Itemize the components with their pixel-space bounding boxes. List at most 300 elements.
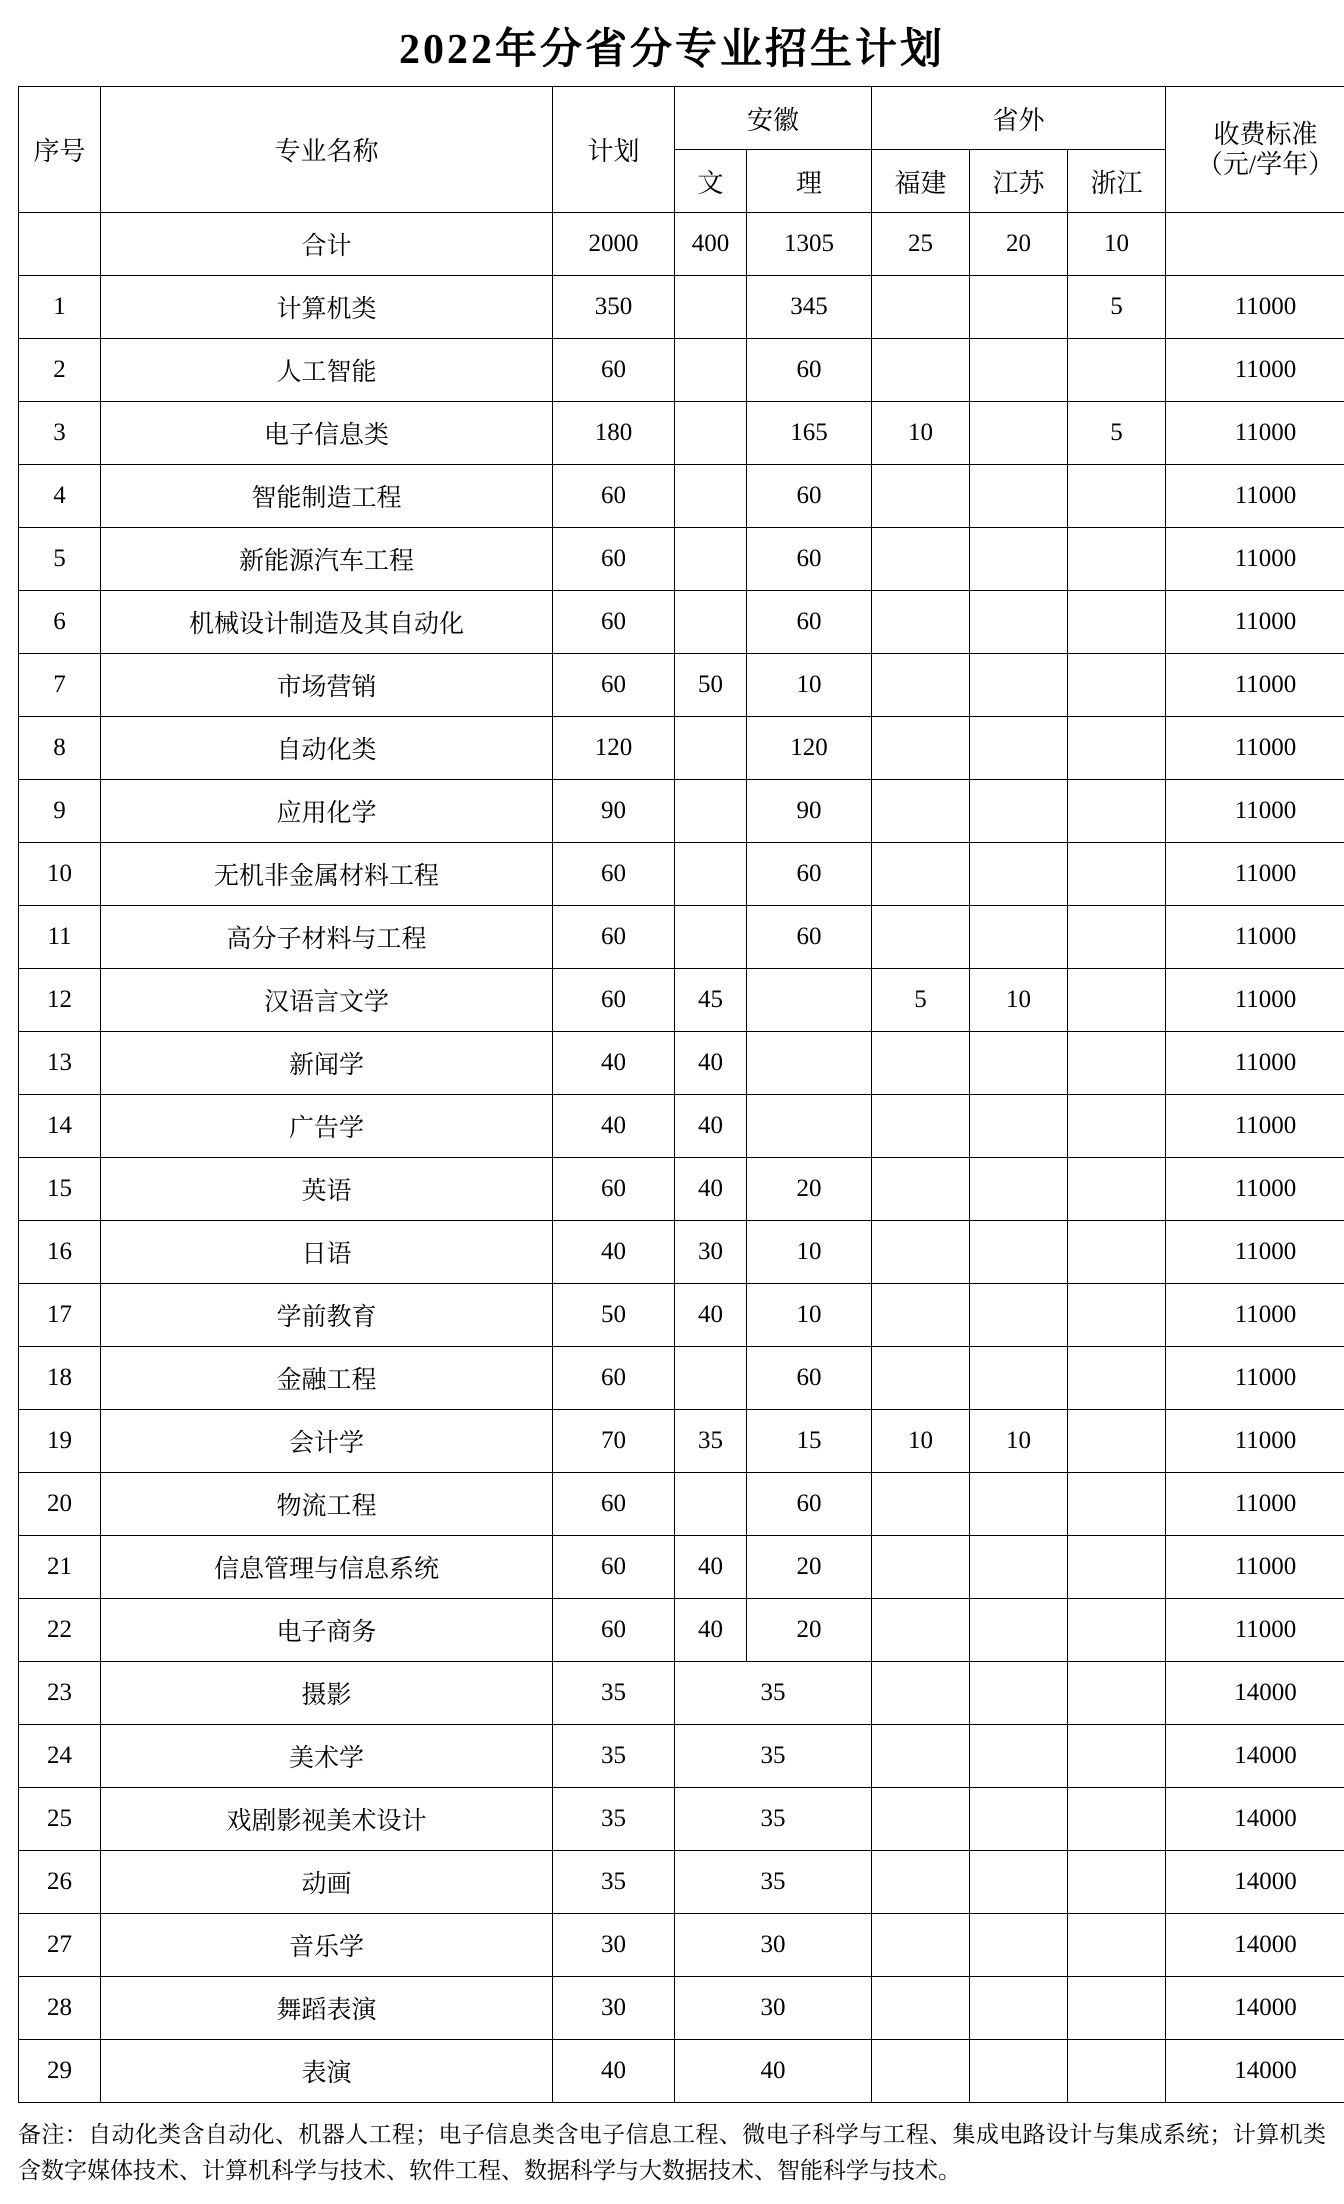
cell-jiangsu <box>970 1032 1068 1095</box>
cell-fee: 11000 <box>1166 1599 1344 1662</box>
cell-wen: 40 <box>675 1536 747 1599</box>
cell-major: 戏剧影视美术设计 <box>101 1788 553 1851</box>
cell-wen <box>675 843 747 906</box>
cell-jiangsu: 10 <box>970 1410 1068 1473</box>
cell-fee: 11000 <box>1166 402 1344 465</box>
cell-jiangsu <box>970 1851 1068 1914</box>
cell-zhejiang <box>1068 1221 1166 1284</box>
cell-fee: 11000 <box>1166 276 1344 339</box>
cell-wen: 400 <box>675 213 747 276</box>
cell-fujian: 5 <box>872 969 970 1032</box>
cell-fee: 14000 <box>1166 2040 1344 2103</box>
cell-fee: 11000 <box>1166 339 1344 402</box>
cell-fujian <box>872 528 970 591</box>
cell-fujian <box>872 1158 970 1221</box>
cell-major: 学前教育 <box>101 1284 553 1347</box>
cell-art: 35 <box>675 1851 872 1914</box>
cell-art: 30 <box>675 1977 872 2040</box>
cell-plan: 35 <box>553 1725 675 1788</box>
cell-jiangsu <box>970 1977 1068 2040</box>
cell-jiangsu <box>970 906 1068 969</box>
cell-zhejiang <box>1068 1788 1166 1851</box>
cell-no: 19 <box>19 1410 101 1473</box>
cell-no: 9 <box>19 780 101 843</box>
cell-plan: 60 <box>553 591 675 654</box>
cell-plan: 35 <box>553 1662 675 1725</box>
cell-fujian: 25 <box>872 213 970 276</box>
cell-jiangsu <box>970 1347 1068 1410</box>
table-row <box>19 780 1344 843</box>
cell-fee: 11000 <box>1166 1410 1344 1473</box>
cell-jiangsu <box>970 1914 1068 1977</box>
cell-zhejiang <box>1068 843 1166 906</box>
table-row <box>19 654 1344 717</box>
cell-plan: 60 <box>553 465 675 528</box>
cell-major: 计算机类 <box>101 276 553 339</box>
cell-wen <box>675 528 747 591</box>
cell-no: 25 <box>19 1788 101 1851</box>
cell-zhejiang <box>1068 528 1166 591</box>
cell-zhejiang <box>1068 1977 1166 2040</box>
table-row <box>19 402 1344 465</box>
table-row <box>19 1599 1344 1662</box>
cell-fee: 11000 <box>1166 1221 1344 1284</box>
table-row <box>19 276 1344 339</box>
cell-fujian <box>872 1536 970 1599</box>
cell-art: 35 <box>675 1725 872 1788</box>
cell-major: 电子信息类 <box>101 402 553 465</box>
cell-no: 18 <box>19 1347 101 1410</box>
table-row <box>19 1662 1344 1725</box>
cell-major: 广告学 <box>101 1095 553 1158</box>
cell-no: 22 <box>19 1599 101 1662</box>
cell-art: 35 <box>675 1662 872 1725</box>
cell-fujian <box>872 1788 970 1851</box>
cell-no: 7 <box>19 654 101 717</box>
cell-no: 11 <box>19 906 101 969</box>
cell-fujian <box>872 1977 970 2040</box>
table-row <box>19 969 1344 1032</box>
cell-major: 合计 <box>101 213 553 276</box>
header-fujian: 福建 <box>872 150 970 213</box>
cell-zhejiang: 5 <box>1068 402 1166 465</box>
cell-zhejiang <box>1068 1032 1166 1095</box>
cell-wen <box>675 402 747 465</box>
cell-no: 23 <box>19 1662 101 1725</box>
cell-li: 60 <box>747 465 872 528</box>
table-row-total <box>19 213 1344 276</box>
cell-fujian <box>872 1725 970 1788</box>
cell-no: 29 <box>19 2040 101 2103</box>
cell-fee: 14000 <box>1166 1977 1344 2040</box>
cell-jiangsu <box>970 339 1068 402</box>
cell-jiangsu <box>970 1221 1068 1284</box>
cell-plan: 40 <box>553 2040 675 2103</box>
cell-zhejiang: 10 <box>1068 213 1166 276</box>
table-row <box>19 2040 1344 2103</box>
cell-fee: 11000 <box>1166 1473 1344 1536</box>
cell-wen <box>675 465 747 528</box>
cell-li: 60 <box>747 591 872 654</box>
cell-no: 3 <box>19 402 101 465</box>
cell-wen: 30 <box>675 1221 747 1284</box>
cell-no: 5 <box>19 528 101 591</box>
cell-plan: 40 <box>553 1221 675 1284</box>
cell-li: 165 <box>747 402 872 465</box>
cell-no: 6 <box>19 591 101 654</box>
cell-major: 舞蹈表演 <box>101 1977 553 2040</box>
cell-jiangsu <box>970 717 1068 780</box>
header-fee-line1: 收费标准 <box>1166 120 1344 150</box>
cell-plan: 35 <box>553 1788 675 1851</box>
table-body <box>19 213 1344 2103</box>
header-no: 序号 <box>19 87 101 213</box>
cell-no: 16 <box>19 1221 101 1284</box>
cell-major: 汉语言文学 <box>101 969 553 1032</box>
header-anhui: 安徽 <box>675 87 872 150</box>
table-row <box>19 1095 1344 1158</box>
cell-jiangsu <box>970 528 1068 591</box>
cell-li: 60 <box>747 1473 872 1536</box>
cell-li: 15 <box>747 1410 872 1473</box>
cell-jiangsu <box>970 465 1068 528</box>
cell-no <box>19 213 101 276</box>
cell-zhejiang <box>1068 1347 1166 1410</box>
cell-jiangsu <box>970 1662 1068 1725</box>
header-fee <box>1166 87 1344 213</box>
cell-fujian <box>872 1095 970 1158</box>
cell-fee: 14000 <box>1166 1788 1344 1851</box>
cell-li: 10 <box>747 1221 872 1284</box>
cell-fujian <box>872 1599 970 1662</box>
cell-zhejiang <box>1068 591 1166 654</box>
cell-no: 2 <box>19 339 101 402</box>
cell-plan: 90 <box>553 780 675 843</box>
cell-zhejiang <box>1068 1158 1166 1221</box>
cell-fee: 14000 <box>1166 1851 1344 1914</box>
cell-li: 90 <box>747 780 872 843</box>
cell-wen: 45 <box>675 969 747 1032</box>
cell-wen <box>675 780 747 843</box>
cell-wen: 40 <box>675 1032 747 1095</box>
cell-li: 20 <box>747 1158 872 1221</box>
cell-major: 摄影 <box>101 1662 553 1725</box>
table-header-row-1 <box>19 87 1344 150</box>
cell-fujian: 10 <box>872 1410 970 1473</box>
table-row <box>19 465 1344 528</box>
cell-li: 60 <box>747 339 872 402</box>
cell-plan: 60 <box>553 843 675 906</box>
table-row <box>19 1788 1344 1851</box>
cell-li <box>747 1032 872 1095</box>
cell-zhejiang <box>1068 1914 1166 1977</box>
cell-fujian <box>872 843 970 906</box>
table-row <box>19 843 1344 906</box>
cell-fee: 11000 <box>1166 1158 1344 1221</box>
cell-plan: 350 <box>553 276 675 339</box>
cell-plan: 60 <box>553 906 675 969</box>
cell-major: 英语 <box>101 1158 553 1221</box>
cell-fee: 11000 <box>1166 1284 1344 1347</box>
cell-plan: 180 <box>553 402 675 465</box>
cell-zhejiang <box>1068 1662 1166 1725</box>
cell-zhejiang <box>1068 1473 1166 1536</box>
cell-jiangsu: 20 <box>970 213 1068 276</box>
cell-wen: 40 <box>675 1284 747 1347</box>
table-row <box>19 1347 1344 1410</box>
cell-plan: 60 <box>553 654 675 717</box>
cell-fee: 14000 <box>1166 1662 1344 1725</box>
cell-plan: 30 <box>553 1977 675 2040</box>
header-major: 专业名称 <box>101 87 553 213</box>
cell-fee: 11000 <box>1166 906 1344 969</box>
cell-zhejiang <box>1068 969 1166 1032</box>
cell-wen: 50 <box>675 654 747 717</box>
cell-fee <box>1166 213 1344 276</box>
cell-zhejiang <box>1068 465 1166 528</box>
cell-wen: 40 <box>675 1599 747 1662</box>
cell-major: 新能源汽车工程 <box>101 528 553 591</box>
cell-zhejiang <box>1068 780 1166 843</box>
cell-fujian <box>872 465 970 528</box>
cell-jiangsu <box>970 654 1068 717</box>
cell-no: 15 <box>19 1158 101 1221</box>
cell-plan: 35 <box>553 1851 675 1914</box>
cell-fujian <box>872 1473 970 1536</box>
cell-zhejiang <box>1068 1410 1166 1473</box>
cell-fujian <box>872 780 970 843</box>
cell-jiangsu <box>970 591 1068 654</box>
cell-fee: 11000 <box>1166 969 1344 1032</box>
cell-zhejiang <box>1068 2040 1166 2103</box>
header-zhejiang: 浙江 <box>1068 150 1166 213</box>
cell-plan: 60 <box>553 969 675 1032</box>
cell-plan: 70 <box>553 1410 675 1473</box>
table-row <box>19 717 1344 780</box>
cell-no: 1 <box>19 276 101 339</box>
cell-wen <box>675 276 747 339</box>
cell-zhejiang <box>1068 1284 1166 1347</box>
table-row <box>19 528 1344 591</box>
cell-art: 40 <box>675 2040 872 2103</box>
cell-plan: 2000 <box>553 213 675 276</box>
cell-fee: 14000 <box>1166 1725 1344 1788</box>
cell-wen <box>675 717 747 780</box>
cell-no: 26 <box>19 1851 101 1914</box>
cell-li: 20 <box>747 1599 872 1662</box>
header-li: 理 <box>747 150 872 213</box>
table-row <box>19 1284 1344 1347</box>
cell-major: 智能制造工程 <box>101 465 553 528</box>
cell-li: 345 <box>747 276 872 339</box>
cell-jiangsu <box>970 1599 1068 1662</box>
cell-li: 1305 <box>747 213 872 276</box>
cell-wen <box>675 1347 747 1410</box>
cell-fee: 11000 <box>1166 1095 1344 1158</box>
page-title: 2022年分省分专业招生计划 <box>18 16 1326 76</box>
cell-li: 60 <box>747 906 872 969</box>
cell-major: 会计学 <box>101 1410 553 1473</box>
cell-major: 无机非金属材料工程 <box>101 843 553 906</box>
cell-no: 8 <box>19 717 101 780</box>
cell-wen <box>675 906 747 969</box>
cell-major: 音乐学 <box>101 1914 553 1977</box>
table-row <box>19 1032 1344 1095</box>
cell-fujian <box>872 339 970 402</box>
cell-no: 12 <box>19 969 101 1032</box>
cell-wen <box>675 339 747 402</box>
cell-fujian <box>872 717 970 780</box>
cell-plan: 60 <box>553 1599 675 1662</box>
table-row <box>19 1851 1344 1914</box>
admission-plan-table <box>18 86 1344 2103</box>
table-row <box>19 339 1344 402</box>
cell-jiangsu <box>970 1788 1068 1851</box>
table-row <box>19 1221 1344 1284</box>
cell-fujian <box>872 1851 970 1914</box>
cell-wen <box>675 591 747 654</box>
header-fee-line2: （元/学年） <box>1166 150 1344 180</box>
cell-major: 市场营销 <box>101 654 553 717</box>
cell-jiangsu <box>970 1284 1068 1347</box>
cell-no: 28 <box>19 1977 101 2040</box>
table-row <box>19 1725 1344 1788</box>
cell-fee: 11000 <box>1166 1032 1344 1095</box>
cell-fee: 11000 <box>1166 528 1344 591</box>
cell-art: 35 <box>675 1788 872 1851</box>
cell-major: 人工智能 <box>101 339 553 402</box>
table-row <box>19 591 1344 654</box>
cell-jiangsu <box>970 1095 1068 1158</box>
cell-no: 24 <box>19 1725 101 1788</box>
cell-jiangsu: 10 <box>970 969 1068 1032</box>
cell-major: 自动化类 <box>101 717 553 780</box>
header-jiangsu: 江苏 <box>970 150 1068 213</box>
cell-no: 4 <box>19 465 101 528</box>
cell-jiangsu <box>970 402 1068 465</box>
cell-major: 信息管理与信息系统 <box>101 1536 553 1599</box>
cell-major: 电子商务 <box>101 1599 553 1662</box>
cell-jiangsu <box>970 1158 1068 1221</box>
table-row <box>19 1914 1344 1977</box>
table-row <box>19 906 1344 969</box>
cell-fujian <box>872 1347 970 1410</box>
cell-plan: 60 <box>553 1536 675 1599</box>
cell-fujian <box>872 906 970 969</box>
cell-fee: 11000 <box>1166 654 1344 717</box>
header-plan: 计划 <box>553 87 675 213</box>
cell-no: 13 <box>19 1032 101 1095</box>
cell-zhejiang <box>1068 1725 1166 1788</box>
cell-fujian: 10 <box>872 402 970 465</box>
cell-plan: 60 <box>553 339 675 402</box>
cell-plan: 50 <box>553 1284 675 1347</box>
cell-jiangsu <box>970 1473 1068 1536</box>
cell-fujian <box>872 1032 970 1095</box>
cell-fee: 11000 <box>1166 465 1344 528</box>
cell-plan: 60 <box>553 1473 675 1536</box>
cell-plan: 120 <box>553 717 675 780</box>
cell-fujian <box>872 591 970 654</box>
cell-major: 美术学 <box>101 1725 553 1788</box>
header-wen: 文 <box>675 150 747 213</box>
cell-zhejiang <box>1068 1599 1166 1662</box>
cell-jiangsu <box>970 1536 1068 1599</box>
cell-major: 机械设计制造及其自动化 <box>101 591 553 654</box>
cell-major: 日语 <box>101 1221 553 1284</box>
cell-zhejiang <box>1068 339 1166 402</box>
cell-major: 新闻学 <box>101 1032 553 1095</box>
table-row <box>19 1473 1344 1536</box>
cell-fee: 14000 <box>1166 1914 1344 1977</box>
cell-zhejiang <box>1068 717 1166 780</box>
cell-li: 10 <box>747 654 872 717</box>
cell-fee: 11000 <box>1166 1536 1344 1599</box>
cell-no: 17 <box>19 1284 101 1347</box>
cell-plan: 40 <box>553 1032 675 1095</box>
cell-major: 动画 <box>101 1851 553 1914</box>
cell-li: 60 <box>747 843 872 906</box>
cell-major: 高分子材料与工程 <box>101 906 553 969</box>
cell-fujian <box>872 654 970 717</box>
cell-no: 10 <box>19 843 101 906</box>
cell-major: 金融工程 <box>101 1347 553 1410</box>
cell-jiangsu <box>970 276 1068 339</box>
cell-fujian <box>872 1221 970 1284</box>
cell-major: 物流工程 <box>101 1473 553 1536</box>
cell-zhejiang <box>1068 1095 1166 1158</box>
cell-wen <box>675 1473 747 1536</box>
cell-zhejiang <box>1068 906 1166 969</box>
cell-major: 表演 <box>101 2040 553 2103</box>
cell-plan: 60 <box>553 1158 675 1221</box>
cell-zhejiang <box>1068 654 1166 717</box>
cell-wen: 40 <box>675 1095 747 1158</box>
cell-plan: 60 <box>553 1347 675 1410</box>
cell-li: 60 <box>747 528 872 591</box>
cell-plan: 60 <box>553 528 675 591</box>
table-row <box>19 1977 1344 2040</box>
cell-jiangsu <box>970 1725 1068 1788</box>
table-note: 备注：自动化类含自动化、机器人工程；电子信息类含电子信息工程、微电子科学与工程、集成电路设计与集成系统；计算机类含数字媒体技术、计算机科学与技术、软件工程、数据科学与大数据技术、智能科学与技术。 <box>18 2117 1326 2188</box>
cell-li: 120 <box>747 717 872 780</box>
cell-jiangsu <box>970 780 1068 843</box>
cell-fee: 11000 <box>1166 780 1344 843</box>
cell-jiangsu <box>970 843 1068 906</box>
cell-li <box>747 1095 872 1158</box>
cell-fee: 11000 <box>1166 717 1344 780</box>
table-row <box>19 1536 1344 1599</box>
cell-zhejiang <box>1068 1536 1166 1599</box>
cell-fujian <box>872 2040 970 2103</box>
cell-no: 14 <box>19 1095 101 1158</box>
cell-fujian <box>872 1914 970 1977</box>
cell-art: 30 <box>675 1914 872 1977</box>
cell-li: 20 <box>747 1536 872 1599</box>
cell-fee: 11000 <box>1166 843 1344 906</box>
cell-jiangsu <box>970 2040 1068 2103</box>
cell-fujian <box>872 1284 970 1347</box>
cell-li: 60 <box>747 1347 872 1410</box>
cell-fee: 11000 <box>1166 1347 1344 1410</box>
cell-no: 27 <box>19 1914 101 1977</box>
cell-fee: 11000 <box>1166 591 1344 654</box>
header-outside: 省外 <box>872 87 1166 150</box>
cell-no: 20 <box>19 1473 101 1536</box>
cell-major: 应用化学 <box>101 780 553 843</box>
cell-wen: 40 <box>675 1158 747 1221</box>
cell-plan: 40 <box>553 1095 675 1158</box>
